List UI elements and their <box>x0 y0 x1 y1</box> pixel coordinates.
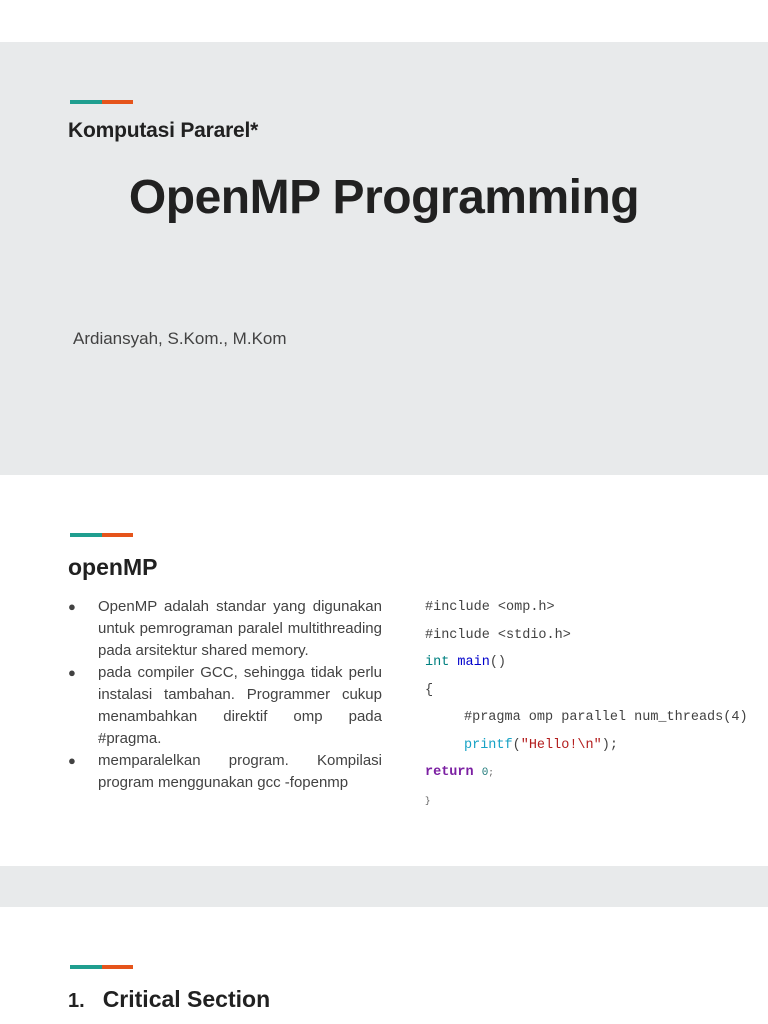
bullet-text: pada compiler GCC, sehingga tidak perlu instalasi tambahan. Programmer cukup menambahkan direktif omp pada #pragma. <box>98 664 382 747</box>
section-title: Critical Section <box>102 986 271 1012</box>
slide-subtitle: Komputasi Pararel* <box>68 119 259 142</box>
number-literal: 0 <box>481 767 489 779</box>
code-punct: ); <box>601 737 618 753</box>
author-name: Ardiansyah, S.Kom., M.Kom <box>73 329 287 348</box>
bullet-icon: ● <box>68 599 76 614</box>
bullet-icon: ● <box>68 665 76 680</box>
section-heading <box>68 986 270 1013</box>
code-line <box>425 626 748 654</box>
slide-separator <box>0 866 768 907</box>
return-keyword: return <box>425 765 474 780</box>
code-line <box>425 736 748 764</box>
code-punct: ; <box>488 768 494 778</box>
code-block <box>425 598 748 818</box>
critical-section-slide <box>0 907 768 1024</box>
bullet-icon: ● <box>68 753 76 768</box>
include-directive: #include <omp.h> <box>425 600 555 615</box>
title-slide <box>0 42 768 475</box>
code-punct: () <box>489 655 507 670</box>
section-number: 1. <box>68 990 85 1012</box>
code-punct: ( <box>512 737 521 753</box>
bullet-text: memparalelkan program. Kompilasi program menggunakan gcc -fopenmp <box>98 752 382 791</box>
code-line <box>425 681 748 709</box>
list-item <box>68 750 382 794</box>
code-line <box>425 653 748 681</box>
code-line <box>425 708 748 736</box>
include-directive: #include <stdio.h> <box>425 627 571 643</box>
string-literal: "Hello!\n" <box>520 737 602 753</box>
type-keyword: int <box>425 655 450 670</box>
function-call: printf <box>464 737 513 753</box>
pragma-directive: #pragma omp parallel num_threads(4) <box>464 710 748 725</box>
code-punct: { <box>425 682 434 698</box>
code-punct: } <box>425 795 431 806</box>
code-line <box>425 763 748 791</box>
accent-bar <box>70 533 133 537</box>
bullet-list <box>68 596 382 794</box>
openmp-slide <box>0 475 768 866</box>
accent-bar <box>70 100 133 104</box>
section-heading: openMP <box>68 554 158 580</box>
accent-bar <box>70 965 133 969</box>
slide-title: OpenMP Programming <box>128 171 640 224</box>
code-line <box>425 598 748 626</box>
list-item <box>68 662 382 750</box>
code-line <box>425 791 748 819</box>
top-margin <box>0 0 768 42</box>
bullet-text: OpenMP adalah standar yang digunakan untuk pemrograman paralel multithreading pada arsitektur shared memory. <box>98 598 382 659</box>
list-item <box>68 596 382 662</box>
function-name: main <box>457 655 490 670</box>
